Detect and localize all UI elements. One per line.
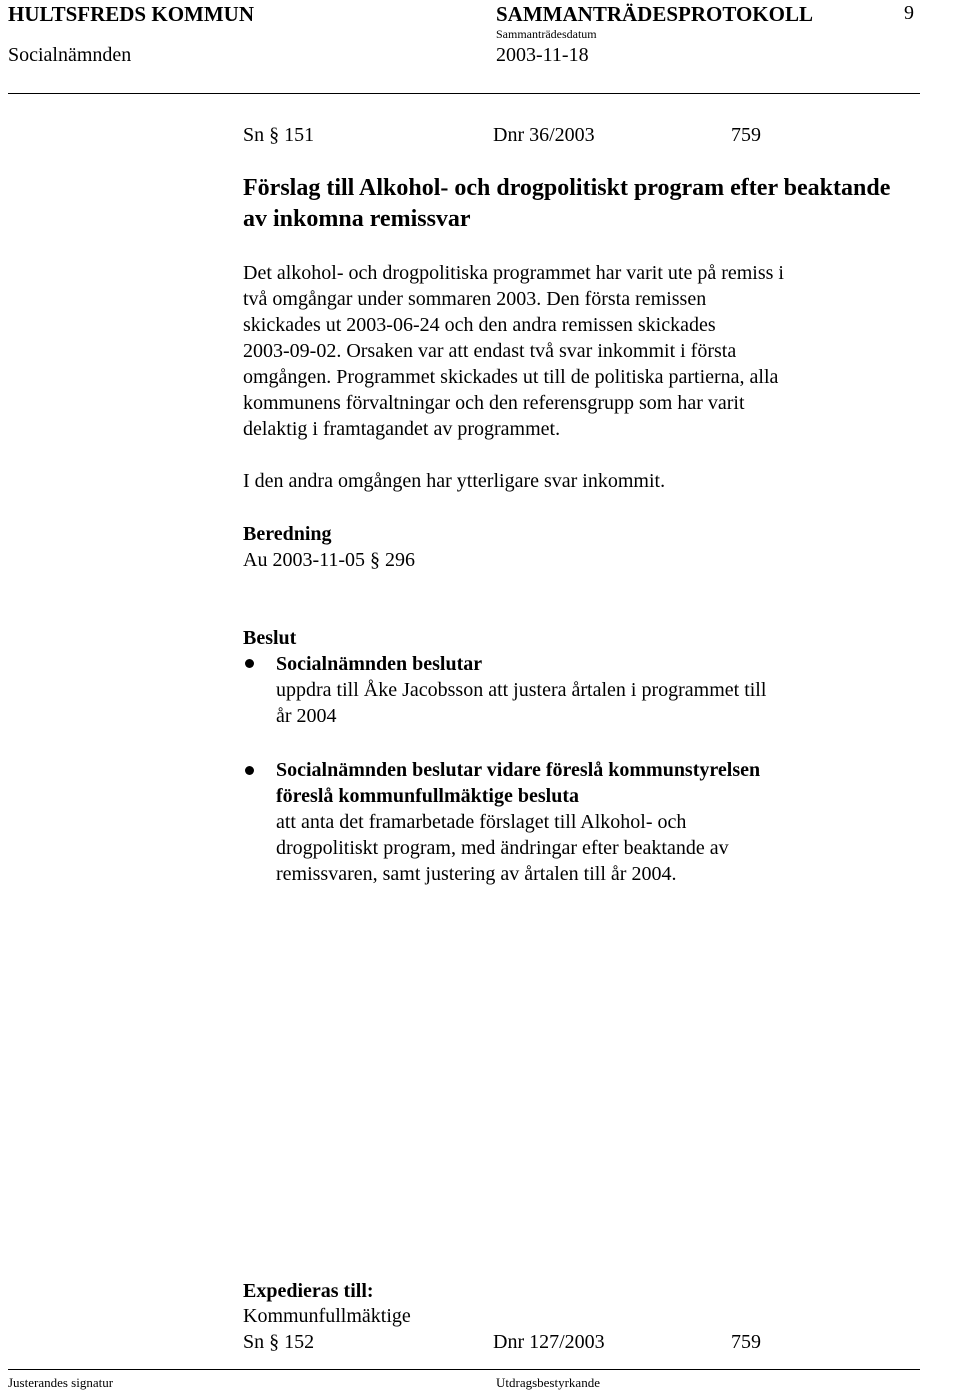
body-line: delaktig i framtagandet av programmet.	[243, 418, 561, 440]
body-line: kommunens förvaltningar och den referensgrupp som har varit	[243, 392, 745, 414]
meeting-date: 2003-11-18	[496, 44, 589, 66]
decision-item-1	[276, 651, 766, 729]
title-line: av inkomna remissvar	[243, 206, 471, 232]
bullet-icon	[245, 659, 254, 668]
decision-line: drogpolitiskt program, med ändringar efter beaktande av	[276, 837, 729, 859]
beredning-heading: Beredning	[243, 523, 332, 545]
decision-heading: föreslå kommunfullmäktige besluta	[276, 785, 579, 807]
document-type: SAMMANTRÄDESPROTOKOLL	[496, 2, 813, 26]
footer-extract-label: Utdragsbestyrkande	[496, 1375, 600, 1390]
date-caption: Sammanträdesdatum	[496, 27, 597, 41]
case-line	[243, 122, 314, 148]
case-title	[243, 173, 890, 235]
committee-name: Socialnämnden	[8, 44, 132, 66]
case-dnr: Dnr 36/2003	[493, 124, 595, 146]
case-sn: Sn	[243, 124, 265, 146]
case-code: 759	[731, 124, 761, 146]
title-line: Förslag till Alkohol- och drogpolitiskt program efter beaktande	[243, 175, 891, 201]
body-paragraph	[243, 260, 784, 442]
paragraph-sign: §	[269, 124, 280, 146]
expedieras-heading: Expedieras till:	[243, 1280, 374, 1302]
municipality-name: HULTSFREDS KOMMUN	[8, 2, 255, 26]
decision-line: uppdra till Åke Jacobsson att justera årtalen i programmet till	[276, 679, 767, 701]
footer-rule	[8, 1369, 920, 1370]
decision-heading: Socialnämnden beslutar	[276, 653, 483, 675]
next-case-code: 759	[731, 1331, 761, 1353]
case-number: 151	[284, 124, 315, 146]
beredning-reference	[243, 547, 415, 573]
body-line: skickades ut 2003-06-24 och den andra remissen skickades	[243, 314, 716, 336]
decision-item-2	[276, 757, 760, 887]
next-case-line	[243, 1329, 314, 1355]
decision-line: att anta det framarbetade förslaget till Alkohol- och	[276, 811, 687, 833]
body-line: 2003-09-02. Orsaken var att endast två svar inkommit i första	[243, 340, 737, 362]
header-rule	[8, 93, 920, 94]
decision-line: remissvaren, samt justering av årtalen till år 2004.	[276, 863, 677, 885]
body-paragraph-2: I den andra omgången har ytterligare svar inkommit.	[243, 470, 666, 492]
beslut-heading: Beslut	[243, 627, 297, 649]
body-line: omgången. Programmet skickades ut till de politiska partierna, alla	[243, 366, 779, 388]
decision-line: år 2004	[276, 705, 337, 727]
case-sn: Sn	[243, 1331, 265, 1353]
body-line: Det alkohol- och drogpolitiska programmet har varit ute på remiss i	[243, 262, 784, 284]
body-line: två omgångar under sommaren 2003. Den första remissen	[243, 288, 707, 310]
next-case-dnr: Dnr 127/2003	[493, 1331, 605, 1353]
beredning-number: 296	[385, 549, 416, 571]
page-number: 9	[904, 2, 914, 24]
paragraph-sign: §	[269, 1331, 280, 1353]
decision-heading: Socialnämnden beslutar vidare föreslå kommunstyrelsen	[276, 759, 761, 781]
expedieras-recipient: Kommunfullmäktige	[243, 1305, 411, 1327]
beredning-date: Au 2003-11-05	[243, 549, 366, 571]
footer-signature-label: Justerandes signatur	[8, 1375, 114, 1390]
paragraph-sign: §	[370, 549, 381, 571]
bullet-icon	[245, 766, 254, 775]
case-number: 152	[284, 1331, 315, 1353]
